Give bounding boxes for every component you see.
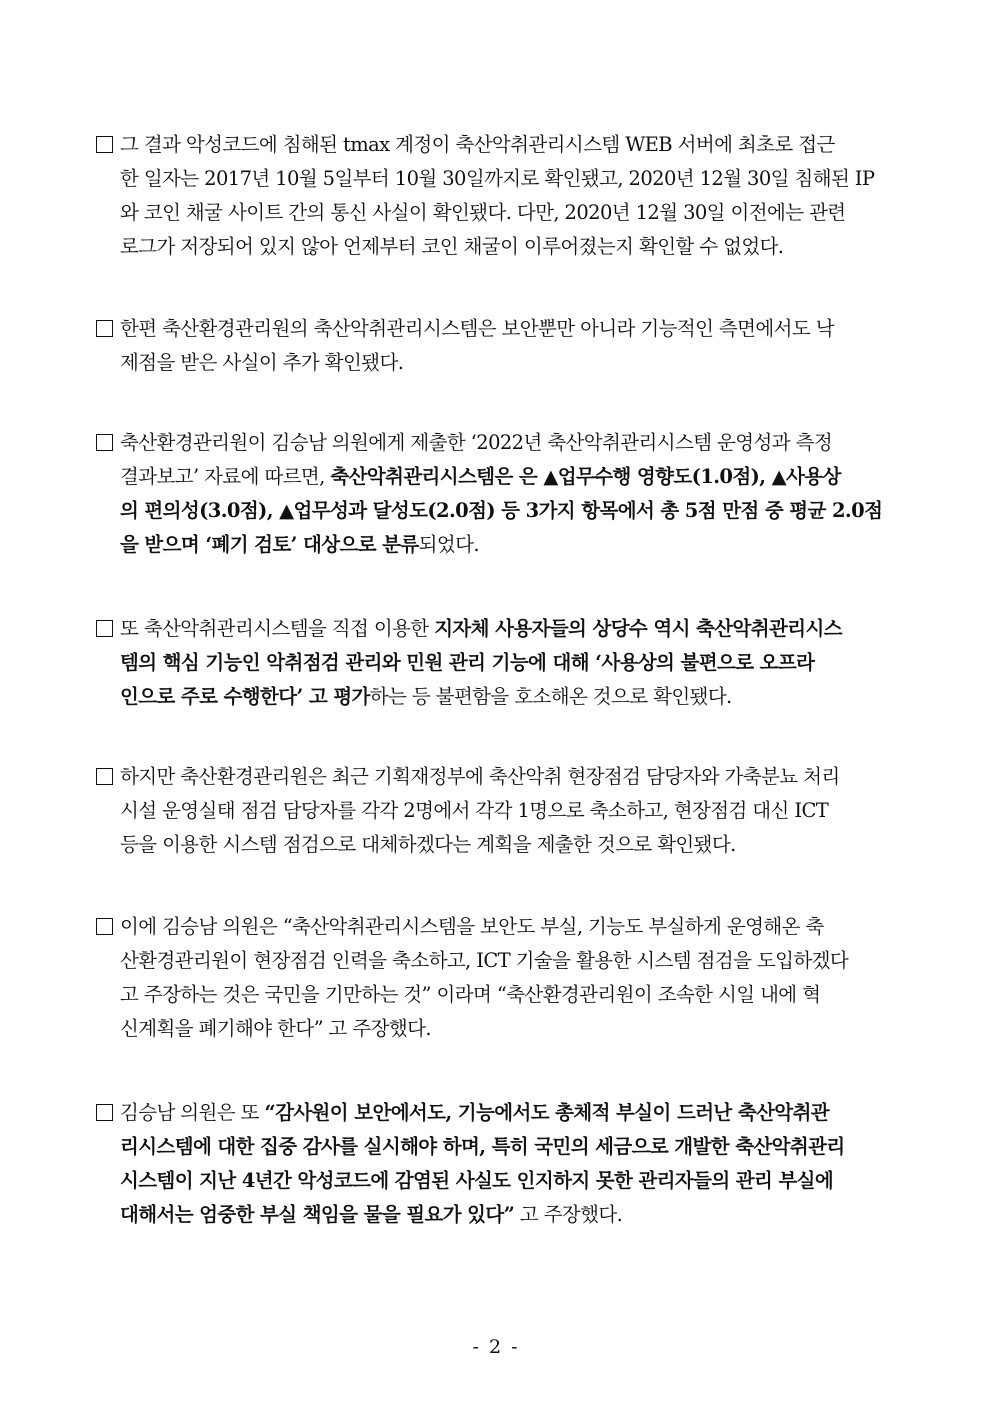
- text-segment: 고 주장했다.: [514, 1203, 623, 1226]
- checkbox-bullet-icon: [96, 434, 113, 451]
- text-segment: 고 주장하는 것은 국민을 기만하는 것” 이라며 “축산환경관리원이 조속한 시일 내에 혁: [120, 983, 821, 1006]
- paragraph-line: [96, 312, 896, 346]
- paragraph-line: [96, 426, 896, 460]
- paragraph-5: [96, 760, 896, 862]
- text-segment: 이에 김승남 의원은 “축산악취관리시스템을 보안도 부실, 기능도 부실하게 운영해온 축: [120, 915, 824, 938]
- paragraph-line: [96, 346, 896, 380]
- emphasized-text: 지자체 사용자들의 상당수 역시 축산악취관리시스: [434, 617, 842, 640]
- paragraph-line: [96, 162, 896, 196]
- text-segment: 결과보고’ 자료에 따르면,: [120, 465, 331, 488]
- paragraph-line: [96, 646, 896, 680]
- text-segment: 신계획을 폐기해야 한다” 고 주장했다.: [120, 1017, 431, 1040]
- checkbox-bullet-icon: [96, 918, 113, 935]
- paragraph-line: [96, 760, 896, 794]
- paragraph-1: [96, 128, 896, 264]
- text-segment: 한편 축산환경관리원의 축산악취관리시스템은 보안뿐만 아니라 기능적인 측면에서도 낙: [120, 317, 834, 340]
- paragraph-line: [96, 1096, 896, 1130]
- checkbox-bullet-icon: [96, 1104, 113, 1121]
- text-segment: 산환경관리원이 현장점검 인력을 축소하고, ICT 기술을 활용한 시스템 점검을 도입하겠다: [120, 949, 849, 972]
- paragraph-line: [96, 1130, 896, 1164]
- text-segment: 한 일자는 2017년 10월 5일부터 10월 30일까지로 확인됐고, 2020년 12월 30일 침해된 IP: [120, 167, 875, 190]
- text-segment: 등을 이용한 시스템 점검으로 대체하겠다는 계획을 제출한 것으로 확인됐다.: [120, 833, 736, 856]
- emphasized-text: 템의 핵심 기능인 악취점검 관리와 민원 관리 기능에 대해 ‘사용상의 불편으로 오프라: [120, 651, 815, 674]
- page-number: - 2 -: [472, 1336, 520, 1358]
- text-segment: 그 결과 악성코드에 침해된 tmax 계정이 축산악취관리시스템 WEB 서버에 최초로 접근: [120, 133, 835, 156]
- paragraph-line: [96, 460, 896, 494]
- text-segment: 시설 운영실태 점검 담당자를 각각 2명에서 각각 1명으로 축소하고, 현장점검 대신 ICT: [120, 799, 829, 822]
- checkbox-bullet-icon: [96, 320, 113, 337]
- text-segment: 김승남 의원은 또: [120, 1101, 265, 1124]
- paragraph-3: [96, 426, 896, 562]
- paragraph-line: [96, 230, 896, 264]
- checkbox-bullet-icon: [96, 620, 113, 637]
- paragraph-line: [96, 128, 896, 162]
- text-segment: 축산환경관리원이 김승남 의원에게 제출한 ‘2022년 축산악취관리시스템 운영성과 측정: [120, 431, 833, 454]
- paragraph-line: [96, 978, 896, 1012]
- paragraph-line: [96, 680, 896, 714]
- paragraph-line: [96, 1164, 896, 1198]
- paragraph-line: [96, 1012, 896, 1046]
- paragraph-line: [96, 612, 896, 646]
- text-segment: 되었다.: [418, 533, 479, 556]
- paragraph-4: [96, 612, 896, 714]
- checkbox-bullet-icon: [96, 136, 113, 153]
- text-segment: 또 축산악취관리시스템을 직접 이용한: [120, 617, 435, 640]
- paragraph-line: [96, 944, 896, 978]
- emphasized-text: 인으로 주로 수행한다’ 고 평가: [120, 685, 370, 708]
- emphasized-text: 시스템이 지난 4년간 악성코드에 감염된 사실도 인지하지 못한 관리자들의 관리 부실에: [120, 1169, 834, 1192]
- paragraph-6: [96, 910, 896, 1046]
- text-segment: 로그가 저장되어 있지 않아 언제부터 코인 채굴이 이루어졌는지 확인할 수 없었다.: [120, 235, 784, 258]
- emphasized-text: 을 받으며 ‘폐기 검토’ 대상으로 분류: [120, 533, 419, 556]
- paragraph-line: [96, 494, 896, 528]
- text-segment: 와 코인 채굴 사이트 간의 통신 사실이 확인됐다. 다만, 2020년 12월 30일 이전에는 관련: [120, 201, 846, 224]
- paragraph-line: [96, 1198, 896, 1232]
- checkbox-bullet-icon: [96, 768, 113, 785]
- paragraph-7: [96, 1096, 896, 1232]
- paragraph-line: [96, 910, 896, 944]
- emphasized-text: 리시스템에 대한 집중 감사를 실시해야 하며, 특히 국민의 세금으로 개발한 축산악취관리: [120, 1135, 845, 1158]
- emphasized-text: 축산악취관리시스템은 은 ▲업무수행 영향도(1.0점), ▲사용상: [330, 465, 841, 488]
- paragraph-line: [96, 196, 896, 230]
- text-segment: 하지만 축산환경관리원은 최근 기획재정부에 축산악취 현장점검 담당자와 가축분뇨 처리: [120, 765, 840, 788]
- paragraph-2: [96, 312, 896, 380]
- emphasized-text: 의 편의성(3.0점), ▲업무성과 달성도(2.0점) 등 3가지 항목에서 총 5점 만점 중 평균 2.0점: [120, 499, 883, 522]
- paragraph-line: [96, 528, 896, 562]
- paragraph-line: [96, 828, 896, 862]
- paragraph-line: [96, 794, 896, 828]
- text-segment: 하는 등 불편함을 호소해온 것으로 확인됐다.: [369, 685, 732, 708]
- emphasized-text: “감사원이 보안에서도, 기능에서도 총체적 부실이 드러난 축산악취관: [264, 1101, 830, 1124]
- emphasized-text: 대해서는 엄중한 부실 책임을 물을 필요가 있다”: [120, 1203, 515, 1226]
- text-segment: 제점을 받은 사실이 추가 확인됐다.: [120, 351, 404, 374]
